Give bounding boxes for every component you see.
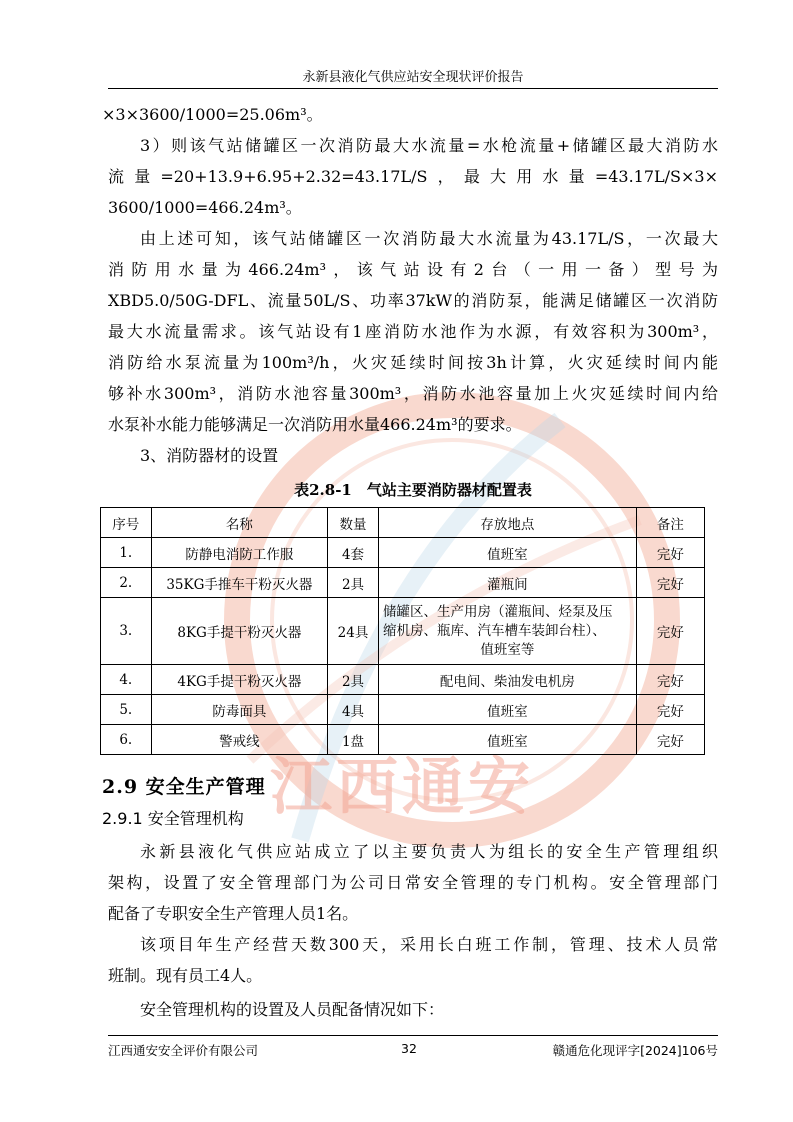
cell-note: 完好 (636, 695, 704, 725)
page-footer (108, 1035, 718, 1058)
cell-qty: 2具 (328, 665, 379, 695)
cell-name: 4KG手提干粉灭火器 (151, 665, 328, 695)
paragraph-line: 最大水流量需求。该气站设有1座消防水池作为水源，有效容积为300m³， (108, 322, 718, 341)
table-row (101, 538, 705, 568)
cell-no: 2. (101, 568, 152, 598)
equipment-table (100, 507, 705, 755)
table-caption: 表2.8-1 气站主要消防器材配置表 (294, 481, 532, 499)
footer-company: 江西通安安全评价有限公司 (108, 1043, 259, 1058)
cell-qty: 4具 (328, 695, 379, 725)
cell-name: 防静电消防工作服 (151, 538, 328, 568)
paragraph-line: 3）则该气站储罐区一次消防最大水流量=水枪流量+储罐区最大消防水 (140, 136, 718, 155)
subheading-equipment: 3、消防器材的设置 (140, 446, 279, 465)
table-row (101, 695, 705, 725)
subsection-heading: 2.9.1 安全管理机构 (102, 809, 244, 828)
cell-qty: 2具 (328, 568, 379, 598)
location-line: 缩机房、瓶库、汽车槽车装卸台柱）、 (382, 622, 606, 639)
paragraph-line: 水泵补水能力能够满足一次消防用水量466.24m³的要求。 (108, 415, 522, 434)
page-header: 永新县液化气供应站安全现状评价报告 (108, 66, 718, 89)
paragraph-line: 流量=20+13.9+6.95+2.32=43.17L/S，最大用水量=43.17L/S×3× (108, 167, 718, 186)
header-no: 序号 (101, 508, 152, 538)
cell-name: 警戒线 (151, 725, 328, 755)
header-qty: 数量 (328, 508, 379, 538)
cell-location (378, 598, 636, 665)
cell-note: 完好 (636, 538, 704, 568)
location-line: 值班室等 (480, 641, 535, 658)
paragraph-line: 消防用水量为466.24m³，该气站设有2台（一用一备）型号为 (108, 260, 718, 279)
cell-name: 35KG手推车干粉灭火器 (151, 568, 328, 598)
paragraph-line: 永新县液化气供应站成立了以主要负责人为组长的安全生产管理组织 (140, 842, 718, 861)
formula-line: ×3×3600/1000=25.06m³。 (102, 105, 323, 124)
footer-report-ref: 赣通危化现评字[2024]106号 (552, 1043, 718, 1058)
table-row (101, 598, 705, 665)
header-location: 存放地点 (378, 508, 636, 538)
table-row (101, 665, 705, 695)
cell-location: 值班室 (378, 725, 636, 755)
cell-location: 配电间、柴油发电机房 (378, 665, 636, 695)
cell-note: 完好 (636, 568, 704, 598)
cell-location: 灌瓶间 (378, 568, 636, 598)
cell-qty: 24具 (328, 598, 379, 665)
location-line: 储罐区、生产用房（灌瓶间、烃泵及压 (382, 603, 613, 620)
cell-no: 5. (101, 695, 152, 725)
header-note: 备注 (636, 508, 704, 538)
watermark-text: 江西通安 (270, 750, 535, 823)
cell-qty: 1盘 (328, 725, 379, 755)
cell-note: 完好 (636, 665, 704, 695)
cell-no: 4. (101, 665, 152, 695)
paragraph-line: 架构，设置了安全管理部门为公司日常安全管理的专门机构。安全管理部门 (108, 873, 718, 892)
cell-note: 完好 (636, 725, 704, 755)
cell-note: 完好 (636, 598, 704, 665)
cell-no: 3. (101, 598, 152, 665)
paragraph-line: 够补水300m³，消防水池容量300m³，消防水池容量加上火灾延续时间内给 (108, 384, 718, 403)
paragraph-line: 消防给水泵流量为100m³/h，火灾延续时间按3h计算，火灾延续时间内能 (108, 353, 718, 372)
document-body (102, 99, 718, 1025)
cell-qty: 4套 (328, 538, 379, 568)
paragraph-line: 由上述可知，该气站储罐区一次消防最大水流量为43.17L/S，一次最大 (140, 229, 718, 248)
cell-name: 防毒面具 (151, 695, 328, 725)
section-heading: 2.9 安全生产管理 (102, 776, 266, 798)
paragraph-line: 班制。现有员工4人。 (108, 966, 263, 985)
paragraph-line: 安全管理机构的设置及人员配备情况如下： (140, 1000, 445, 1019)
cell-no: 1. (101, 538, 152, 568)
cell-no: 6. (101, 725, 152, 755)
cell-location: 值班室 (378, 695, 636, 725)
paragraph-line: 该项目年生产经营天数300天，采用长白班工作制，管理、技术人员常 (140, 935, 718, 954)
table-row (101, 725, 705, 755)
paragraph-line: XBD5.0/50G-DFL、流量50L/S、功率37kW的消防泵，能满足储罐区一次消防 (108, 291, 718, 310)
footer-page-number: 32 (401, 1041, 417, 1056)
paragraph-line: 配备了专职安全生产管理人员1名。 (108, 904, 359, 923)
header-name: 名称 (151, 508, 328, 538)
paragraph-line: 3600/1000=466.24m³。 (108, 198, 302, 217)
cell-location: 值班室 (378, 538, 636, 568)
cell-name: 8KG手提干粉灭火器 (151, 598, 328, 665)
table-row (101, 568, 705, 598)
table-header-row (101, 508, 705, 538)
